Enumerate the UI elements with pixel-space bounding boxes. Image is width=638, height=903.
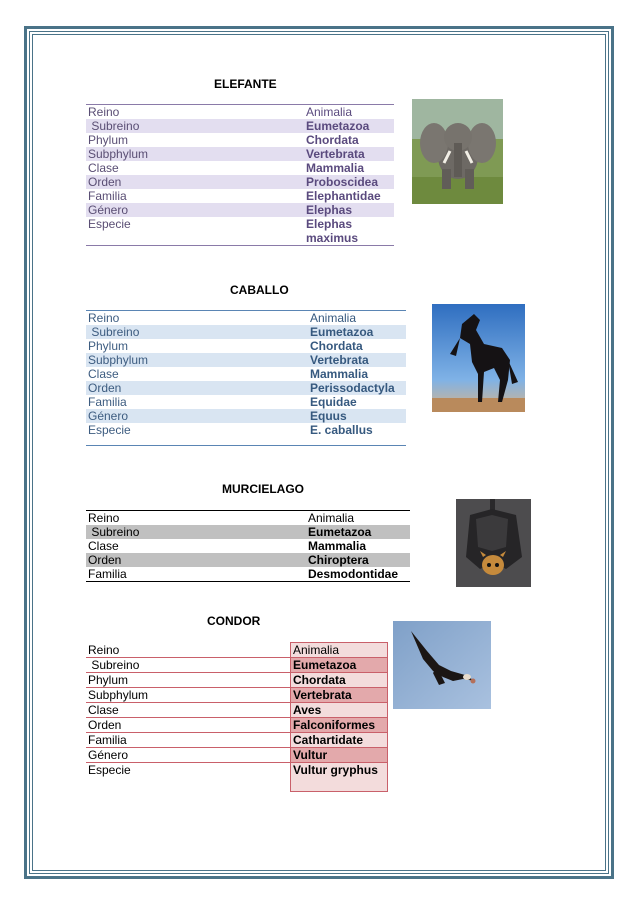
table-row [86,339,406,353]
rank-value: Elephantidae [306,189,381,203]
table-row [86,553,410,567]
table-row [86,175,394,189]
table-row [86,525,410,539]
rank-label: Subreino [86,325,308,339]
table-row [86,161,394,175]
bat-photo [456,499,531,587]
rank-label: Familia [88,189,127,203]
rank-value: Eumetazoa [308,325,406,339]
rank-value: Proboscidea [304,175,394,189]
condor-taxonomy-table [86,642,388,792]
rank-label: Especie [88,763,131,777]
caballo-title: CABALLO [230,283,289,297]
rank-label: Orden [86,381,308,395]
caballo-taxonomy-table [86,310,406,446]
rank-label: Reino [88,311,120,325]
table-row [86,409,406,423]
rank-value: Equidae [310,395,357,409]
rank-label: Orden [86,553,306,567]
table-row [86,133,394,147]
table-row [86,539,410,553]
rank-label: Phylum [86,673,291,688]
elefante-title: ELEFANTE [214,77,277,91]
rank-value: Vertebrata [308,353,406,367]
elefante-taxonomy-table [86,104,394,246]
rank-value: E. caballus [310,423,373,437]
rank-label: Familia [88,395,127,409]
rank-label: Phylum [88,133,129,147]
rank-value: Mammalia [306,161,365,175]
murcielago-taxonomy-table [86,510,410,582]
rank-label: Subphylum [86,688,291,703]
table-row [86,748,388,763]
rank-value: Elephas [304,203,394,217]
table-row [86,733,388,748]
rank-value: Animalia [310,311,357,325]
table-row [86,511,410,526]
rank-value: Eumetazoa [304,119,394,133]
rank-value: Vertebrata [291,688,388,703]
rank-value: Falconiformes [291,718,388,733]
rank-value: Cathartidate [291,733,388,748]
rank-value: Desmodontidae [308,567,399,581]
table-row [86,119,394,133]
rank-value: Animalia [308,511,355,525]
elephant-photo [412,99,503,204]
table-row [86,567,410,582]
rank-label: Familia [88,567,127,581]
rank-value: Eumetazoa [306,525,410,539]
table-row [86,688,388,703]
rank-label: Orden [86,718,291,733]
rank-value: Elephas maximus [306,217,359,245]
rank-value: Vertebrata [304,147,394,161]
table-row [86,718,388,733]
rank-label: Clase [86,703,291,718]
rank-label: Phylum [88,339,129,353]
rank-label: Especie [88,217,131,231]
table-row [86,395,406,409]
rank-value: Mammalia [310,367,369,381]
rank-value: Vultur [291,748,388,763]
table-row [86,367,406,381]
rank-label: Clase [88,161,119,175]
table-row [86,643,388,658]
rank-label: Subphylum [86,147,304,161]
table-row [86,217,394,246]
rank-label: Subreino [86,119,304,133]
table-row [86,673,388,688]
condor-photo [393,621,491,709]
rank-value: Mammalia [308,539,367,553]
rank-value: Aves [291,703,388,718]
rank-value: Chiroptera [306,553,410,567]
rank-label: Género [86,748,291,763]
rank-label: Reino [88,511,120,525]
table-row [86,311,406,326]
table-row [86,189,394,203]
table-row [86,147,394,161]
rank-label: Especie [88,423,131,437]
table-row [86,763,388,792]
table-row [86,105,394,120]
rank-value: Animalia [291,643,388,658]
table-row [86,203,394,217]
murcielago-title: MURCIELAGO [222,482,304,496]
table-row [86,381,406,395]
table-row [86,325,406,339]
rank-label: Subreino [86,658,291,673]
rank-label: Género [86,203,304,217]
rank-label: Familia [86,733,291,748]
table-row [86,703,388,718]
table-row [86,423,406,446]
rank-label: Subphylum [86,353,308,367]
rank-value: Chordata [291,673,388,688]
rank-label: Subreino [86,525,306,539]
rank-label: Género [86,409,308,423]
table-row [86,353,406,367]
rank-value: Eumetazoa [291,658,388,673]
rank-label: Orden [86,175,304,189]
table-row [86,658,388,673]
rank-value: Vultur gryphus [291,763,388,792]
rank-label: Reino [88,105,120,119]
rank-value: Equus [308,409,406,423]
rank-value: Animalia [306,105,353,119]
rank-label: Clase [88,539,119,553]
rank-value: Chordata [306,133,359,147]
rank-label: Clase [88,367,119,381]
condor-title: CONDOR [207,614,261,628]
rank-value: Chordata [310,339,363,353]
horse-photo [432,304,525,412]
rank-label: Reino [86,643,291,658]
rank-value: Perissodactyla [308,381,406,395]
